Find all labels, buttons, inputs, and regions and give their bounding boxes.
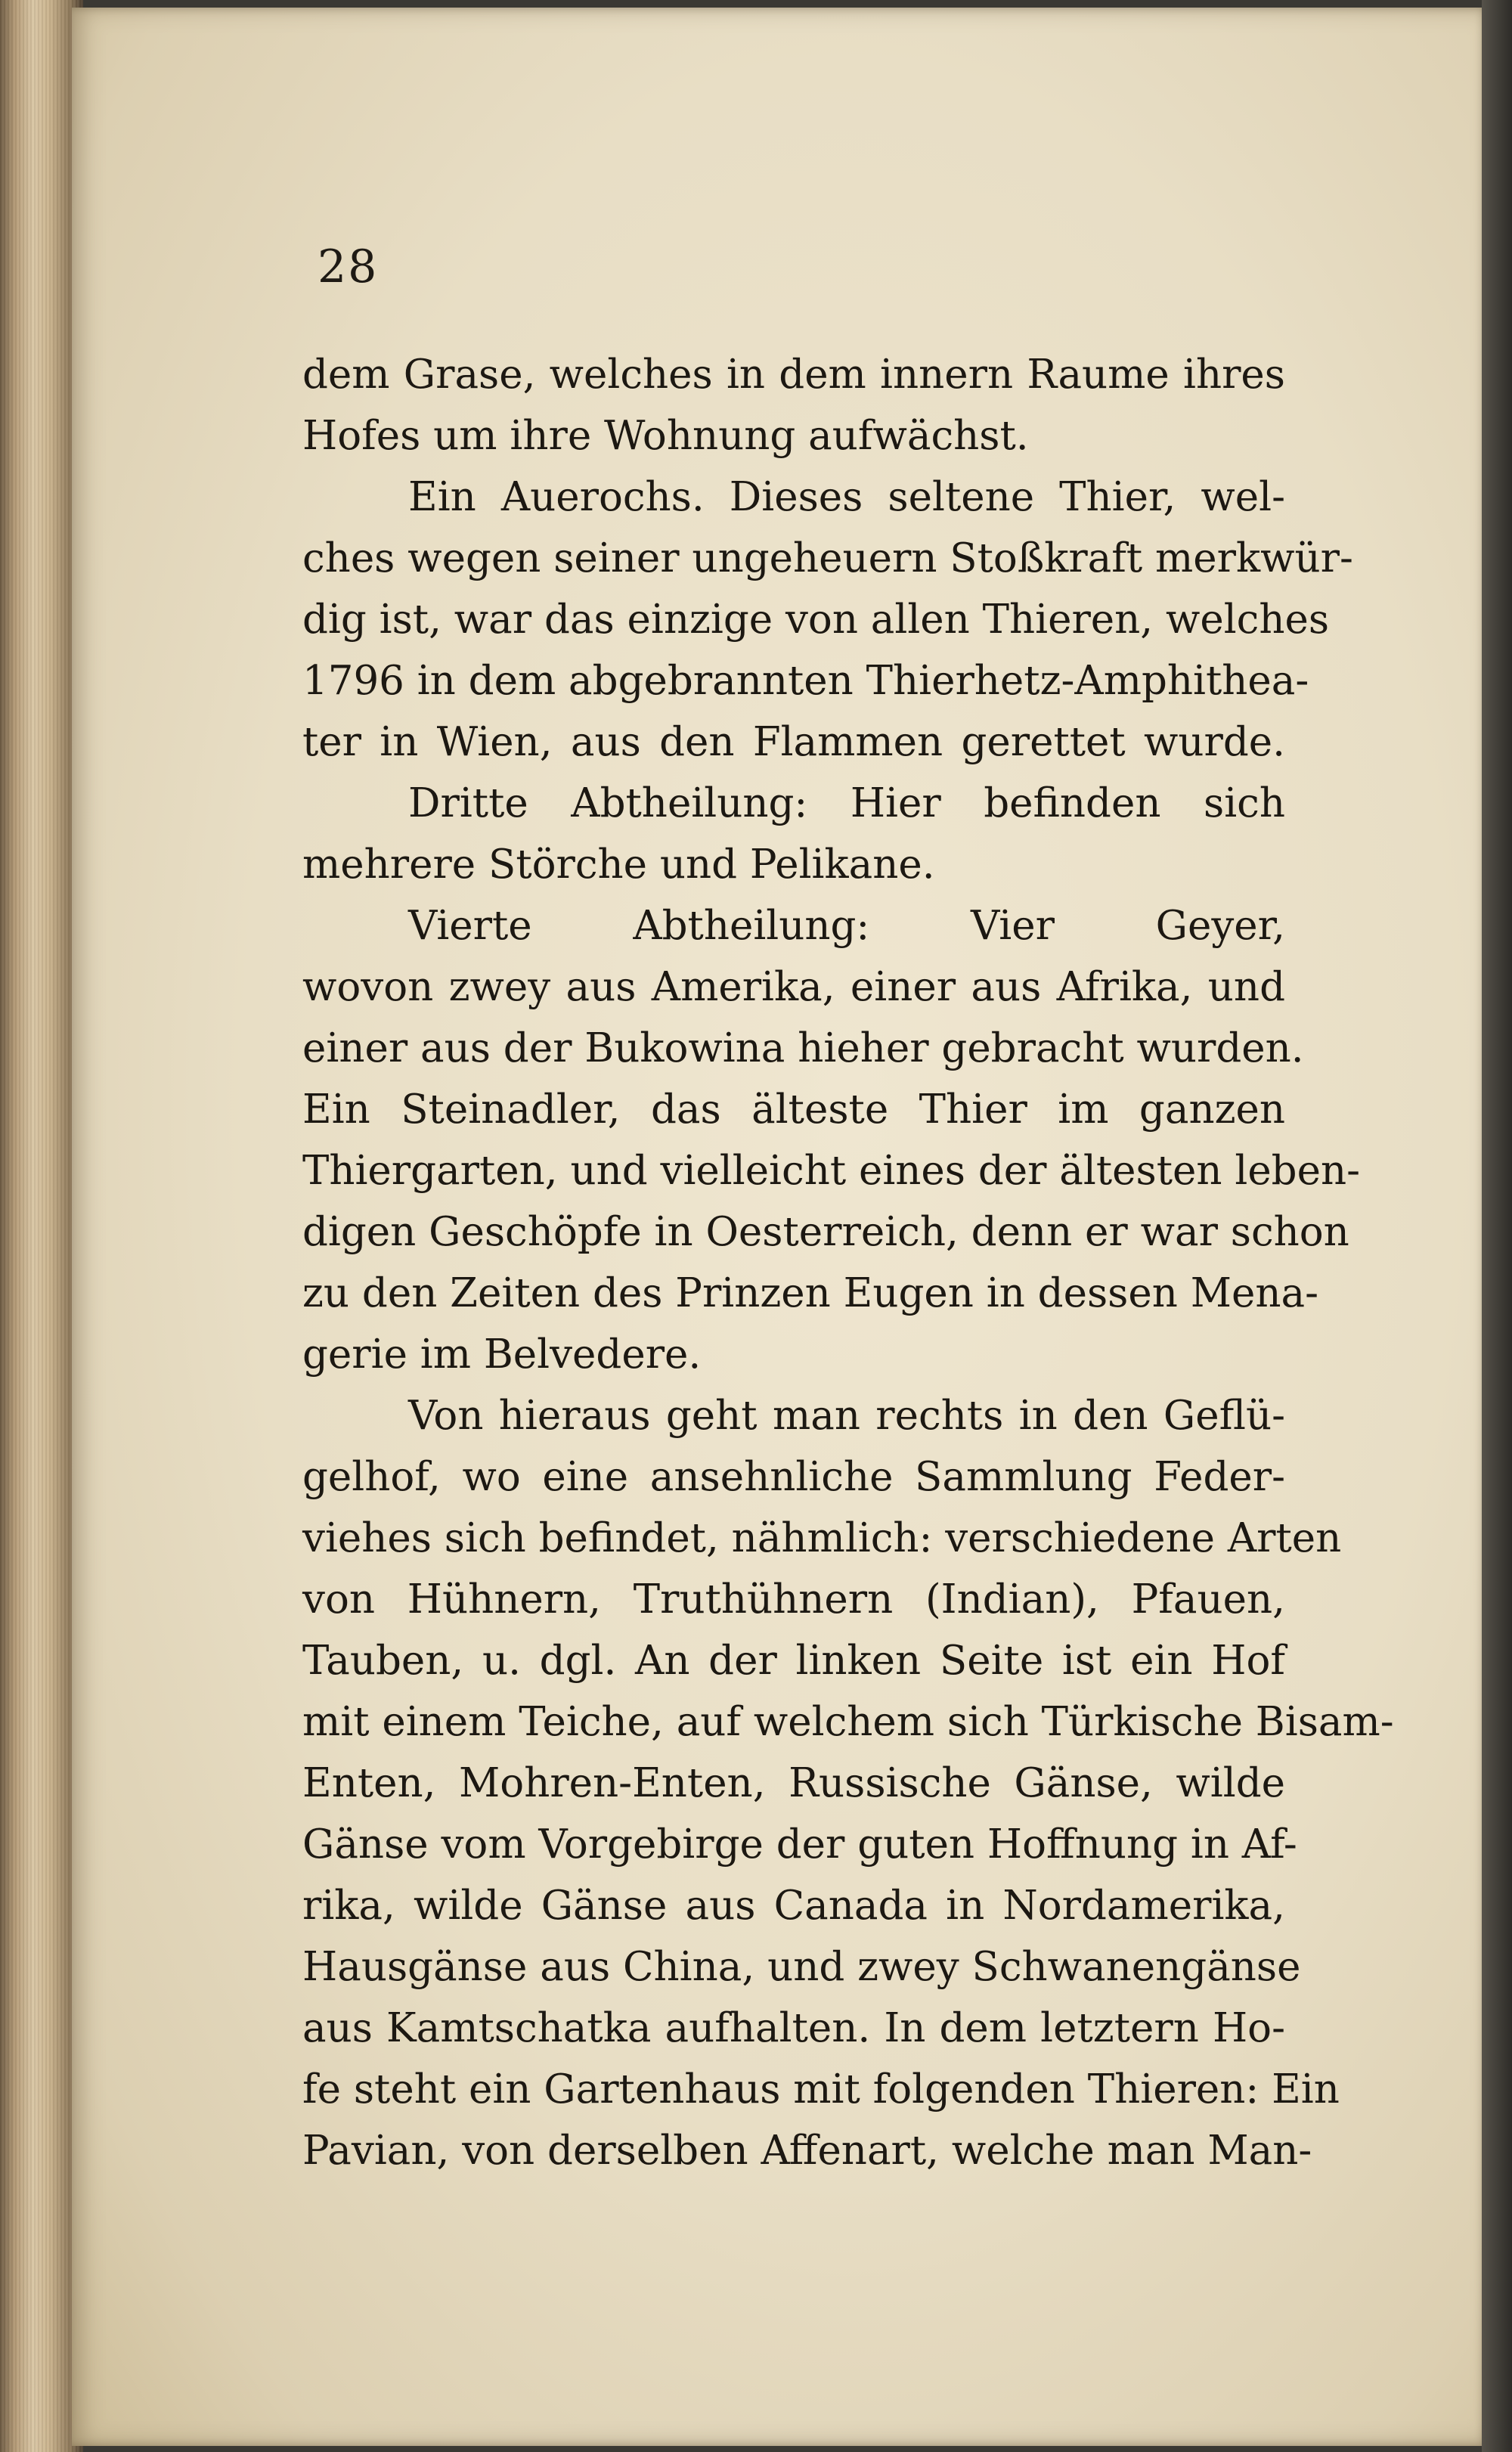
text-line: zu den Zeiten des Prinzen Eugen in dessen Mena-	[302, 1270, 1318, 1316]
text-line: Ein Auerochs. Dieses seltene Thier, wel-	[408, 474, 1285, 520]
text-line: Dritte Abtheilung: Hier befinden sich	[408, 780, 1285, 826]
text-line: fe steht ein Gartenhaus mit folgenden Thieren: Ein	[302, 2066, 1340, 2113]
text-line: Vierte Abtheilung: Vier Geyer,	[408, 903, 1285, 949]
text-line: Von hieraus geht man rechts in den Geflü-	[408, 1393, 1285, 1439]
text-line: mit einem Teiche, auf welchem sich Türkische Bisam-	[302, 1699, 1394, 1745]
text-line: rika, wilde Gänse aus Canada in Nordamerika,	[302, 1883, 1285, 1929]
text-line: wovon zwey aus Amerika, einer aus Afrika, und	[302, 964, 1285, 1010]
text-line: Gänse vom Vorgebirge der guten Hoffnung in Af-	[302, 1821, 1297, 1868]
text-line: ches wegen seiner ungeheuern Stoßkraft merkwür-	[302, 535, 1353, 581]
text-line: Thiergarten, und vielleicht eines der ältesten leben-	[302, 1148, 1361, 1194]
page-number: 28	[318, 240, 379, 293]
text-line: einer aus der Bukowina hieher gebracht wurden.	[302, 1025, 1304, 1071]
text-line: Hausgänse aus China, und zwey Schwanengänse	[302, 1944, 1301, 1990]
text-line: Enten, Mohren-Enten, Russische Gänse, wilde	[302, 1760, 1285, 1806]
text-line: Ein Steinadler, das älteste Thier im ganzen	[302, 1087, 1285, 1133]
book-page-edges	[0, 0, 83, 2452]
text-line: Hofes um ihre Wohnung aufwächst.	[302, 413, 1029, 459]
text-line: mehrere Störche und Pelikane.	[302, 842, 935, 888]
body-text	[302, 344, 1394, 2181]
text-line: dem Grase, welches in dem innern Raume ihres	[302, 352, 1285, 398]
text-line: Tauben, u. dgl. An der linken Seite ist ein Hof	[302, 1638, 1285, 1684]
text-line: 1796 in dem abgebrannten Thierhetz-Amphithea-	[302, 658, 1309, 704]
text-line: Pavian, von derselben Affenart, welche man Man-	[302, 2128, 1312, 2174]
text-line: ter in Wien, aus den Flammen gerettet wurde.	[302, 719, 1285, 765]
text-line: von Hühnern, Truthühnern (Indian), Pfauen,	[302, 1576, 1285, 1623]
text-line: digen Geschöpfe in Oesterreich, denn er war schon	[302, 1209, 1349, 1255]
text-line: gerie im Belvedere.	[302, 1331, 702, 1378]
scanner-background	[1482, 0, 1512, 2452]
text-line: aus Kamtschatka aufhalten. In dem letztern Ho-	[302, 2005, 1285, 2051]
text-line: viehes sich befindet, nähmlich: verschiedene Arten	[302, 1515, 1342, 1561]
text-line: gelhof, wo eine ansehnliche Sammlung Feder-	[302, 1454, 1285, 1500]
text-line: dig ist, war das einzige von allen Thieren, welches	[302, 597, 1330, 643]
